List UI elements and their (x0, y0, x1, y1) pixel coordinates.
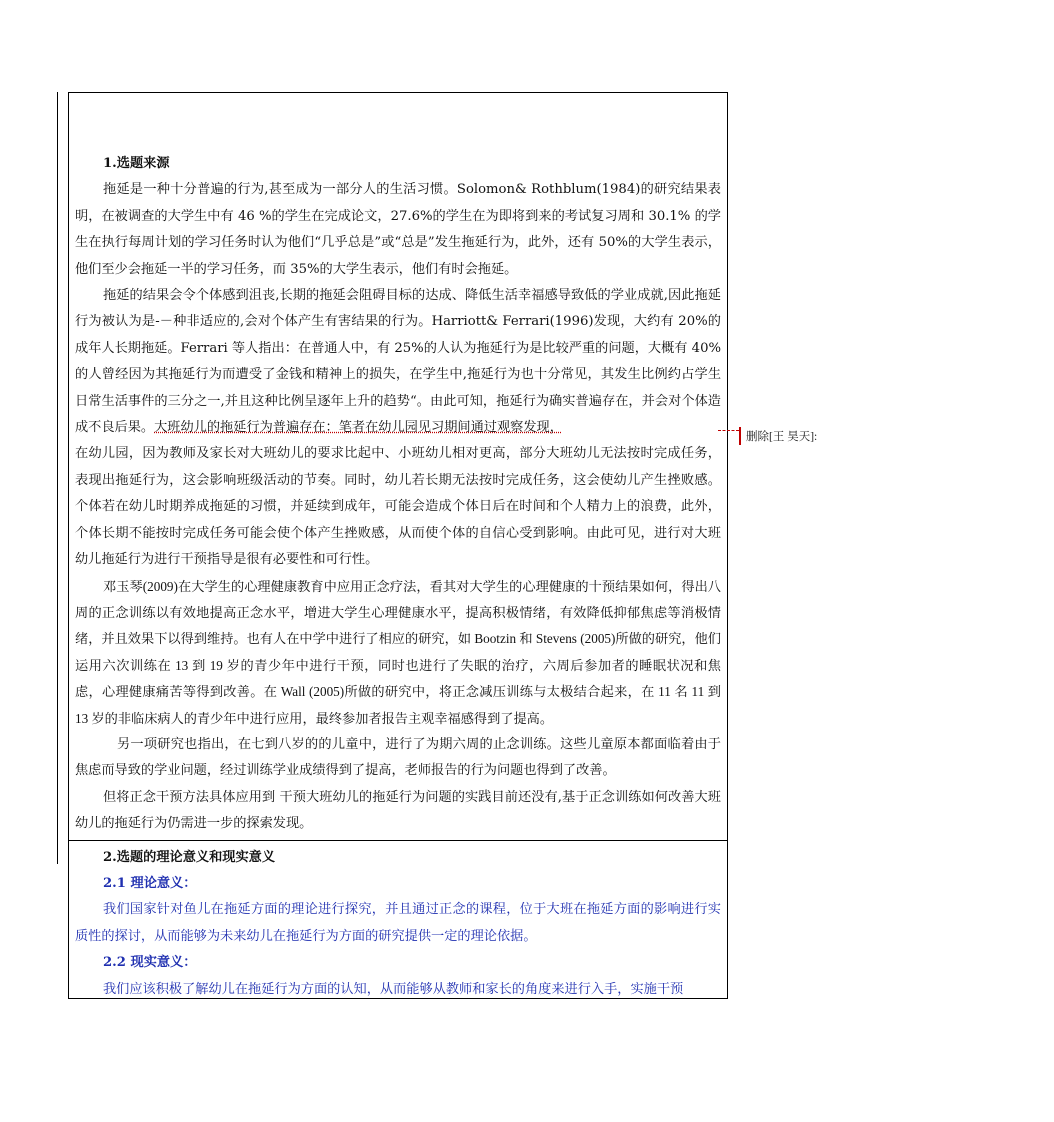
paragraph-2-text: 拖延的结果会令个体感到沮丧,长期的拖延会阻碍目标的达成、降低生活幸福感导致低的学业成就,因此拖延行为被认为是-－种非适应的,会对个体产生有害结果的行为。Harriott& Ferrari(1996)发现，大约有 20%的成年人长期拖延。Ferrari 等人指出：在普通人中，有 25%的人认为拖延行为是比较严重的问题，大概有 40%的人曾经因为其拖延行为而遭受了金钱和精神上的损失，在学生中,拖延行为也十分常见，其发生比例约占学生日常生活事件的三分之一,并且这种比例呈逐年上升的趋势“。由此可知，拖延行为确实普遍存在，并会对个体造成不良后果。 (75, 288, 721, 436)
revision-change-bar (57, 92, 58, 864)
section-1-heading: 1.选题来源 (103, 156, 170, 171)
practical-significance-text: 我们应该积极了解幼儿在拖延行为方面的认知，从而能够从教师和家长的角度来进行入手，实施干预 (103, 981, 684, 997)
table-cell-significance (69, 840, 727, 998)
theory-significance-heading: 2.1 理论意义： (103, 875, 197, 891)
table-cell-topic-source (69, 93, 727, 840)
paragraph-4: 邓玉琴(2009)在大学生的心理健康教育中应用正念疗法，看其对大学生的心理健康的十预结果如何，得出八周的正念训练以有效地提高正念水平，增进大学生心理健康水平，提高积极情绪，有效降低抑郁焦虑等消极情绪，并且效果下以得到维持。也有人在中学中进行了相应的研究，如 Bootzin 和 Stevens (2005)所做的研究，他们运用六次训练在 13 到 19 岁的青少年中进行干预，同时也进行了失眠的治疗，六周后参加者的睡眠状况和焦虑，心理健康痛苦等得到改善。在 Wall (2005)所做的研究中，将正念减压训练与太极结合起来，在 11 名 11 到 13 岁的非临床病人的青少年中进行应用，最终参加者报告主观幸福感得到了提高。 (75, 578, 721, 726)
paragraph-6: 但将正念干预方法具体应用到 干预大班幼儿的拖延行为问题的实践目前还没有,基于正念训练如何改善大班幼儿的拖延行为仍需进一步的探索发现。 (75, 789, 721, 832)
comment-marker (739, 427, 741, 445)
paragraph-5: 另一项研究也指出，在七到八岁的的儿童中，进行了为期六周的止念训练。这些儿童原本都面临着由于焦虑而导致的学业问题，经过训练学业成绩得到了提高，老师报告的行为问题也得到了改善。 (75, 736, 721, 779)
practical-significance-heading: 2.2 现实意义： (103, 955, 197, 971)
revision-comment[interactable]: 删除[王 昊天]: (746, 431, 818, 443)
theory-significance-text: 我们国家针对鱼儿在拖延方面的理论进行探究，并且通过正念的课程，位于大班在拖延方面的影响进行实质性的探讨，从而能够为未来幼儿在拖延行为方面的研究提供一定的理论依据。 (75, 902, 721, 944)
paragraph-3: 在幼儿园，因为教师及家长对大班幼儿的要求比起中、小班幼儿相对更高，部分大班幼儿无法按时完成任务，表现出拖延行为，这会影响班级活动的节奏。同时，幼儿若长期无法按时完成任务，这会使幼儿产生挫败感。个体若在幼儿时期养成拖延的习惯，并延续到成年，可能会造成个体日后在时间和个人精力上的浪费，此外，个体长期不能按时完成任务可能会使个体产生挫败感，从而使个体的自信心受到影响。由此可见，进行对大班幼儿拖延行为进行干预指导是很有必要性和可行性。 (75, 446, 721, 568)
comment-connector (718, 430, 739, 431)
paragraph-1: 拖延是一种十分普遍的行为,甚至成为一部分人的生活习惯。Solomon& Rothblum(1984)的研究结果表明，在被调查的大学生中有 46 %的学生在完成论文，27.6%的学生在为即将到来的考试复习周和 30.1% 的学生在执行每周计划的学习任务时认为他们“几乎总是”或“总是”发生拖延行为，此外，还有 50%的大学生表示，他们至少会拖延一半的学习任务，而 35%的大学生表示，他们有时会拖延。 (75, 182, 721, 277)
paragraph-2 (75, 283, 721, 441)
document-table (68, 92, 728, 999)
deleted-text[interactable]: 大班幼儿的拖延行为普遍存在：笔者在幼儿园见习期间通过观察发现， (154, 420, 563, 436)
section-2-heading: 2.选题的理论意义和现实意义 (103, 849, 276, 865)
